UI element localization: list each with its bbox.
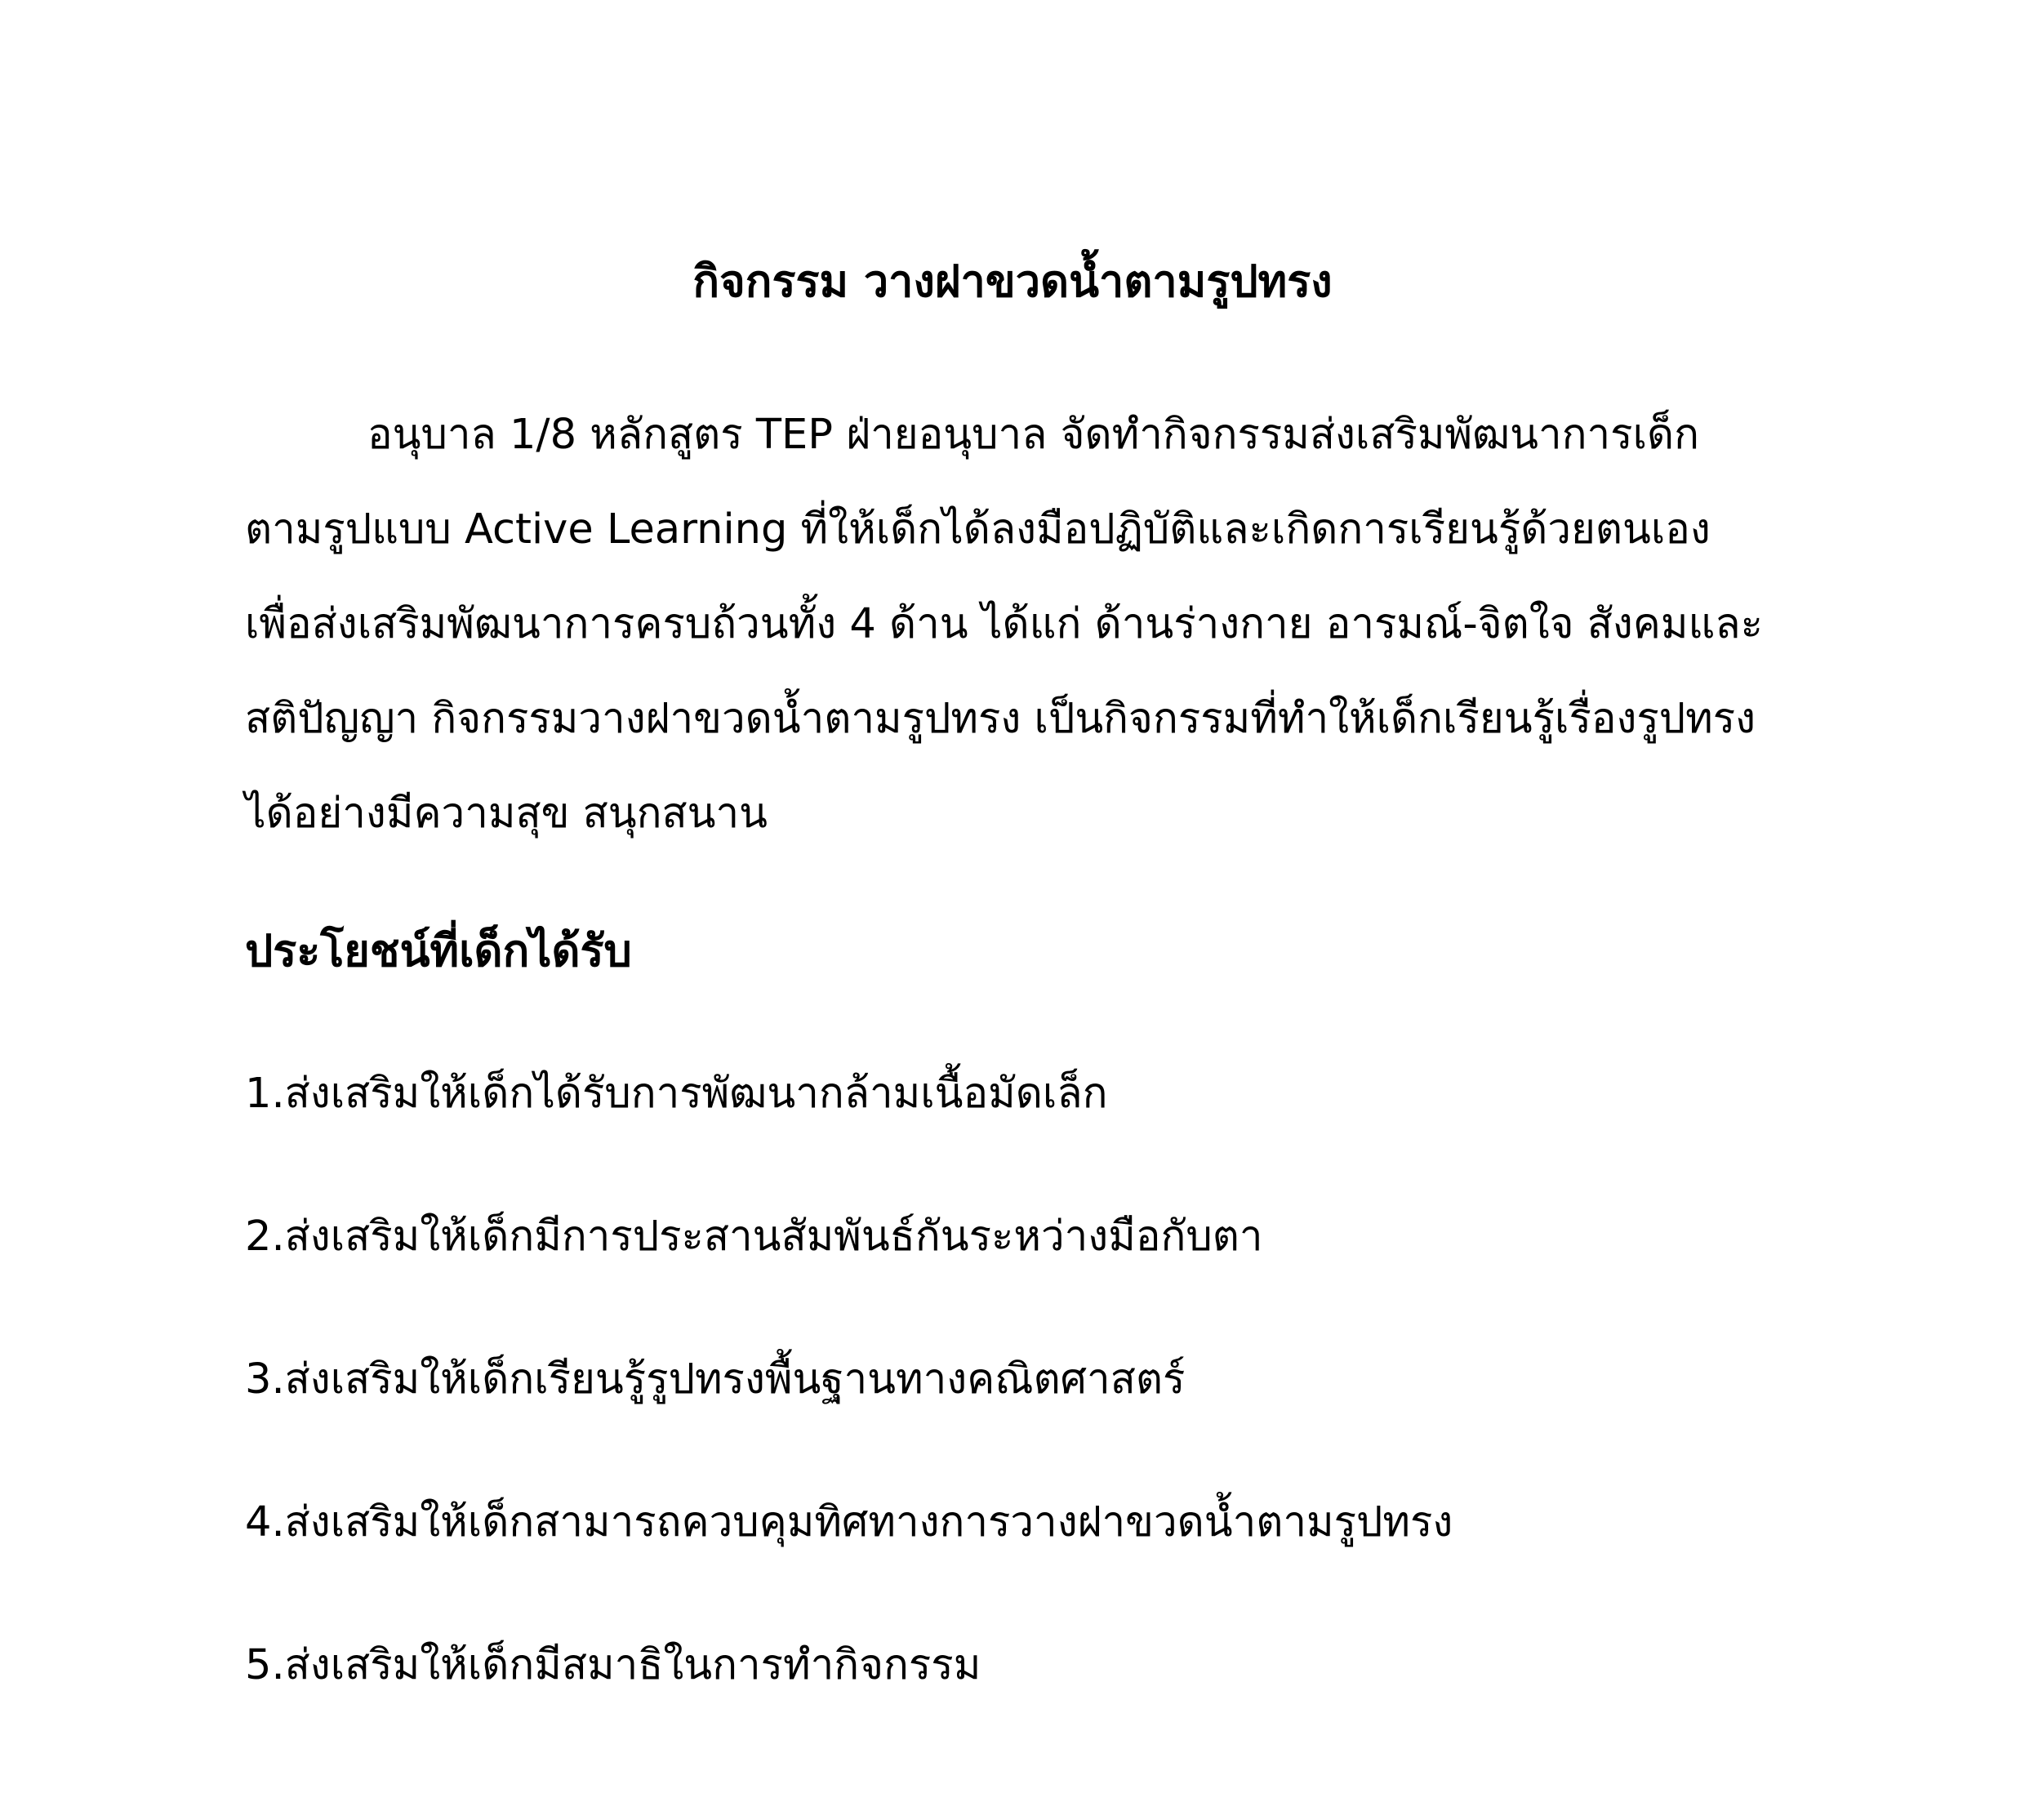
- document-title: กิจกรรม วางฝาขวดน้ำตามรูปทรง: [692, 256, 1333, 307]
- benefit-item: 2.ส่งเสริมให้เด็กมีการประสานสัมพันธ์กันระหว่างมือกับตา: [245, 1213, 1263, 1261]
- paragraph-line: ได้อย่างมีความสุข สนุกสนาน: [245, 790, 768, 838]
- paragraph-line: สติปัญญา กิจกรรมวางฝาขวดน้ำตามรูปทรง เป็นกิจกรรมที่ทำให้เด็กเรียนรู้เรื่องรูปทรง: [245, 695, 1756, 743]
- intro-paragraph: [245, 388, 1796, 861]
- benefit-item: 1.ส่งเสริมให้เด็กได้รับการพัฒนากล้ามเนื้อมัดเล็ก: [245, 1070, 1108, 1118]
- benefit-item: 4.ส่งเสริมให้เด็กสามารถควบคุมทิศทางการวางฝาขวดน้ำตามรูปทรง: [245, 1498, 1453, 1546]
- benefits-heading: ประโยชน์ที่เด็กได้รับ: [245, 925, 632, 977]
- benefits-list: [245, 1057, 1453, 1772]
- benefit-item: 3.ส่งเสริมให้เด็กเรียนรู้รูปทรงพื้นฐานทางคณิตศาสตร์: [245, 1355, 1186, 1404]
- paragraph-line: เพื่อส่งเสริมพัฒนาการครบถ้วนทั้ง 4 ด้าน ได้แก่ ด้านร่างกาย อารมณ์-จิตใจ สังคมและ: [245, 600, 1764, 648]
- paragraph-line: ตามรูปแบบ Active Learning ที่ให้เด็กได้ลงมือปฏิบัติและเกิดการเรียนรู้ด้วยตนเอง: [245, 505, 1711, 554]
- paragraph-line: อนุบาล 1/8 หลักสูตร TEP ฝ่ายอนุบาล จัดทำกิจกรรมส่งเสริมพัฒนาการเด็ก: [367, 411, 1700, 459]
- benefit-item: 5.ส่งเสริมให้เด็กมีสมาธิในการทำกิจกรรม: [245, 1641, 981, 1689]
